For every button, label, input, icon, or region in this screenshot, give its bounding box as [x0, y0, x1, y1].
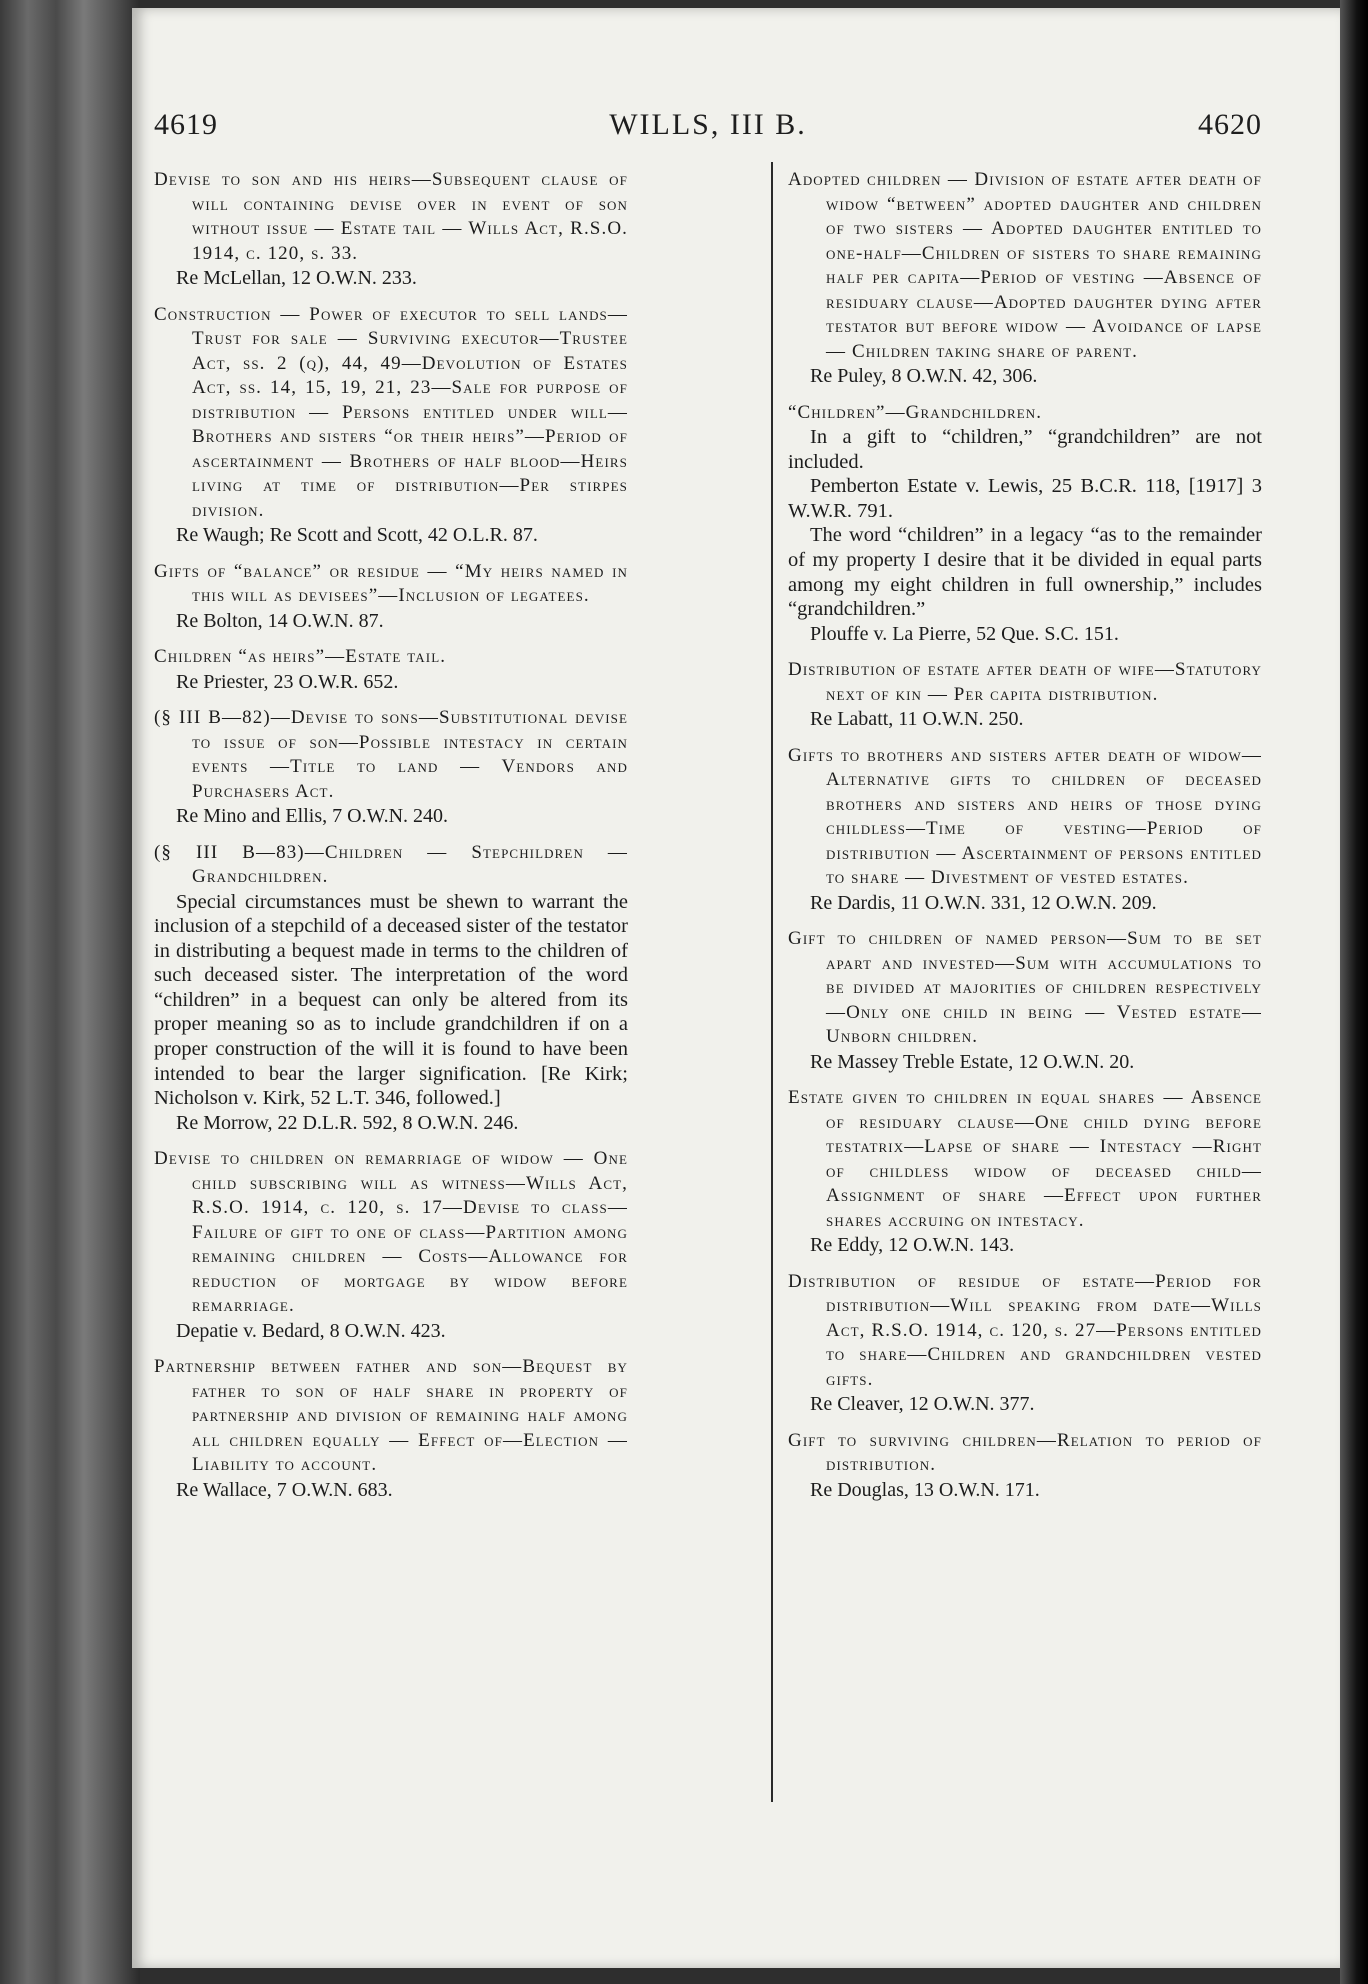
entry-paragraph: The word “children” in a legacy “as to the remainder of my property I desire that it be divided in equal parts among my eight children in full ownership,” includes “grandchildren.” [788, 524, 1262, 621]
case-citation: Depatie v. Bedard, 8 O.W.N. 423. [176, 1319, 446, 1342]
case-citation: Re Priester, 23 O.W.R. 652. [176, 670, 399, 693]
case-citation: Re Bolton, 14 O.W.N. 87. [176, 609, 384, 632]
running-title: WILLS, III B. [609, 108, 807, 141]
entry-heading: Gifts to brothers and sisters after death of widow—Alternative gifts to children of deceased brothers and sisters and heirs of those dying childless—Time of vesting—Period of distribution — Ascertainment of persons entitled to share — Divestment of vested estates. [788, 744, 1262, 889]
digest-entry [788, 658, 1262, 732]
case-citation: Re Mino and Ellis, 7 O.W.N. 240. [176, 805, 449, 827]
entry-heading: Devise to son and his heirs—Subsequent clause of will containing devise over in event of son without issue — Estate tail — Wills Act, R.S.O. 1914, c. 120, s. 33. [154, 169, 628, 264]
case-citation: Plouffe v. La Pierre, 52 Que. S.C. 151. [810, 622, 1119, 645]
entry-heading: Gift to surviving children—Relation to period of distribution. [788, 1429, 1262, 1476]
digest-entry [154, 303, 628, 548]
entry-heading: Adopted children — Division of estate after death of widow “between” adopted daughter and children of two sisters — Adopted daughter entitled to one-half—Children of sisters to share remaining half per capita—Period of vesting —Absence of residuary clause—Adopted daughter dying after testator but before widow — Avoidance of lapse — Children taking share of parent. [788, 169, 1262, 362]
digest-entry [788, 168, 1262, 389]
entry-heading: Children “as heirs”—Estate tail. [154, 646, 447, 667]
book-edge [0, 0, 140, 1984]
entry-heading: Distribution of residue of estate—Period for distribution—Will speaking from date—Wills Act, R.S.O. 1914, c. 120, s. 27—Persons entitled to share—Children and grandchildren vested gifts. [788, 1270, 1262, 1390]
entry-heading: Estate given to children in equal shares — Absence of residuary clause—One child dying before testatrix—Lapse of share — Intestacy —Right of childless widow of deceased child—Assignment of share —Effect upon further shares accruing on intestacy. [788, 1087, 1262, 1231]
right-column [788, 168, 1262, 1514]
entry-paragraph: In a gift to “children,” “grandchildren” are not included. [788, 426, 1262, 473]
digest-entry [788, 1429, 1262, 1503]
digest-entry [788, 1086, 1262, 1258]
entry-heading: Devise to children on remarriage of widow — One child subscribing will as witness—Wills Act, R.S.O. 1914, c. 120, s. 17—Devise to class—Failure of gift to one of class—Partition among remaining children — Costs—Allowance for reduction of mortgage by widow before remarriage. [154, 1148, 628, 1317]
digest-entry [788, 744, 1262, 916]
page-number-right: 4620 [1198, 108, 1262, 141]
case-citation: Re Labatt, 11 O.W.N. 250. [810, 708, 1024, 731]
case-citation: Re Massey Treble Estate, 12 O.W.N. 20. [810, 1050, 1135, 1073]
digest-entry [788, 401, 1262, 647]
digest-entry [154, 560, 628, 634]
entry-heading: Gift to children of named person—Sum to be set apart and invested—Sum with accumulations to be divided at majorities of children respectively —Only one child in being — Vested estate—Unborn children. [788, 928, 1262, 1048]
case-citation: Re Waugh; Re Scott and Scott, 42 O.L.R. 87. [176, 524, 538, 546]
case-citation: Re Puley, 8 O.W.N. 42, 306. [810, 365, 1038, 387]
case-citation: Re Morrow, 22 D.L.R. 592, 8 O.W.N. 246. [176, 1111, 519, 1134]
digest-entry [154, 168, 628, 291]
book-right-edge [1340, 0, 1368, 1984]
entry-heading: Construction — Power of executor to sell lands—Trust for sale — Surviving executor—Trustee Act, ss. 2 (q), 44, 49—Devolution of Estates Act, ss. 14, 15, 19, 21, 23—Sale for purpose of distribution — Persons entitled under will—Brothers and sisters “or their heirs”—Period of ascertainment — Brothers of half blood—Heirs living at time of distribution—Per stirpes division. [154, 303, 628, 521]
column-divider [771, 162, 773, 1802]
entry-heading: (§ III B—83)—Children — Stepchildren —Grandchildren. [154, 841, 628, 887]
digest-entry [154, 1355, 628, 1502]
digest-entry [154, 645, 628, 694]
case-citation: Re McLellan, 12 O.W.N. 233. [176, 267, 417, 289]
entry-heading: Distribution of estate after death of wife—Statutory next of kin — Per capita distribution. [788, 659, 1262, 705]
digest-entry [154, 1147, 628, 1343]
entry-heading: Partnership between father and son—Bequest by father to son of half share in property of partnership and division of remaining half among all children equally — Effect of—Election — Liability to account. [154, 1356, 628, 1476]
case-citation: Re Eddy, 12 O.W.N. 143. [810, 1234, 1015, 1257]
entry-heading: “Children”—Grandchildren. [788, 401, 1043, 423]
case-citation: Re Cleaver, 12 O.W.N. 377. [810, 1393, 1035, 1416]
entry-paragraph: Special circumstances must be shewn to warrant the inclusion of a stepchild of a deceased sister of the testator in distributing a bequest made in terms to the children of such deceased sister. The interpretation of the word “children” in a bequest can only be altered from its proper meaning so as to include grandchildren if on a proper construction of the will it is found to have been intended to bear the larger signification. [Re Kirk; Nicholson v. Kirk, 52 L.T. 346, followed.] [154, 890, 628, 1110]
page-header [154, 108, 1262, 148]
case-citation: Re Dardis, 11 O.W.N. 331, 12 O.W.N. 209. [810, 891, 1157, 914]
case-citation-inline: Pemberton Estate v. Lewis, 25 B.C.R. 118, [1917] 3 W.W.R. 791. [788, 475, 1262, 522]
entry-heading: (§ III B—82)—Devise to sons—Substitutional devise to issue of son—Possible intestacy in certain events —Title to land — Vendors and Purchasers Act. [154, 707, 628, 802]
left-column [154, 168, 628, 1514]
digest-entry [788, 1270, 1262, 1417]
case-citation: Re Douglas, 13 O.W.N. 171. [810, 1478, 1040, 1501]
digest-entry [154, 841, 628, 1136]
digest-entry [788, 927, 1262, 1074]
digest-entry [154, 706, 628, 829]
case-citation: Re Wallace, 7 O.W.N. 683. [176, 1478, 393, 1501]
page-number-left: 4619 [154, 108, 218, 141]
entry-heading: Gifts of “balance” or residue — “My heirs named in this will as devisees”—Inclusion of legatees. [154, 560, 628, 606]
